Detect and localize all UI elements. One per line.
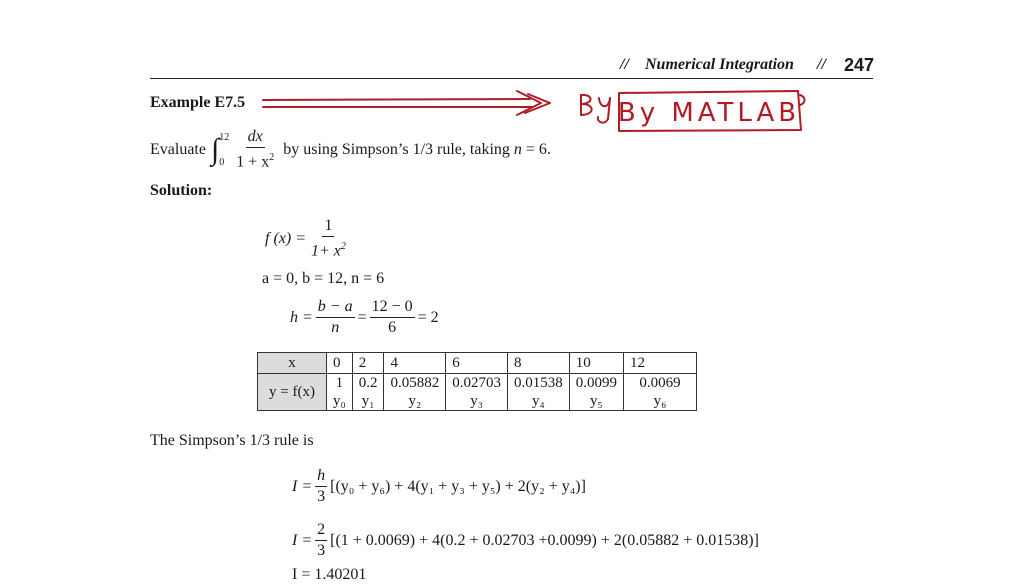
integrand-numerator: dx: [246, 128, 265, 148]
substitution-body: [(1 + 0.0069) + 4(0.2 + 0.02703 +0.0099) + 2(0.05882 + 0.01538)]: [330, 531, 759, 549]
simpson-formula: I = $\frac{h}{3}$ [(y₀ + y₆) + 4(y₁ + y₃ + y₅) + 2(y₂ + y₄)]: [292, 467, 586, 505]
substitution: I = $\frac{2}{3}$ [(1 + 0.0069) + 4(0.2 + 0.02703 +0.0099) + 2(0.05882 + 0.01538)]: [292, 521, 759, 559]
table-row: [258, 353, 697, 374]
function-definition: [265, 217, 351, 260]
integral-limits: [219, 132, 229, 168]
table-cell: 0.05882 y₂: [384, 374, 446, 411]
table-cell: 6: [446, 353, 508, 374]
f-fraction: $\frac{1}{1+ x^2}$: [311, 217, 346, 260]
substitution-fraction: $\frac{2}{3}$: [317, 521, 326, 559]
table-cell: 1 y₀: [327, 374, 353, 411]
values-table: [257, 352, 697, 411]
table-cell: 0: [327, 353, 353, 374]
result: I = 1.40201: [292, 566, 367, 583]
evaluate-word: Evaluate: [150, 141, 206, 158]
upper-limit: 12: [219, 132, 230, 143]
n-value: = 6.: [525, 141, 551, 158]
header-separator: //: [620, 56, 629, 73]
header-title: Numerical Integration: [645, 56, 794, 73]
example-label: Example E7.5: [150, 94, 246, 111]
integrand-fraction: [234, 128, 276, 171]
solution-label: Solution:: [150, 182, 213, 199]
n-variable: n: [513, 141, 522, 158]
table-cell: 0.0069 y₆: [623, 374, 696, 411]
annotation-text: By MATLAB: [617, 98, 801, 128]
table-cell: 0.02703 y₃: [446, 374, 508, 411]
table-cell: 10: [569, 353, 623, 374]
table-cell: 0.0099 y₅: [569, 374, 623, 411]
table-cell: 8: [507, 353, 569, 374]
table-cell: 12: [623, 353, 696, 374]
step-size: h = $\frac{b - a}{n}$ = $\frac{12 - 0}{6}$ = 2: [290, 298, 439, 336]
y-header: y = f(x): [258, 374, 327, 411]
table-cell: 4: [384, 353, 446, 374]
integral-sign: ∫: [210, 133, 220, 166]
header-separator: //: [817, 56, 826, 73]
h-fraction-1: $\frac{b - a}{n}$: [317, 298, 353, 336]
table-cell: 0.01538 y₄: [507, 374, 569, 411]
integrand-denominator: $1 + x^2$: [236, 152, 275, 171]
lower-limit: 0: [219, 157, 225, 168]
f-lhs: f (x) =: [265, 229, 306, 247]
page-number: 247: [844, 55, 875, 75]
h-fraction-2: $\frac{12 - 0}{6}$: [371, 298, 413, 336]
parameters: a = 0, b = 12, n = 6: [262, 270, 385, 287]
formula-body: [(y₀ + y₆) + 4(y₁ + y₃ + y₅) + 2(y₂ + y₄)]: [330, 477, 586, 495]
table-cell: 0.2 y₁: [352, 374, 384, 411]
header-rule: [150, 78, 873, 79]
problem-tail: by using Simpson’s 1/3 rule, taking: [283, 141, 510, 158]
x-header: x: [258, 353, 327, 374]
table-row: [258, 374, 697, 411]
table-cell: 2: [352, 353, 384, 374]
problem-statement: [150, 128, 551, 172]
rule-intro: The Simpson’s 1/3 rule is: [150, 432, 314, 449]
formula-fraction: $\frac{h}{3}$: [317, 467, 326, 505]
